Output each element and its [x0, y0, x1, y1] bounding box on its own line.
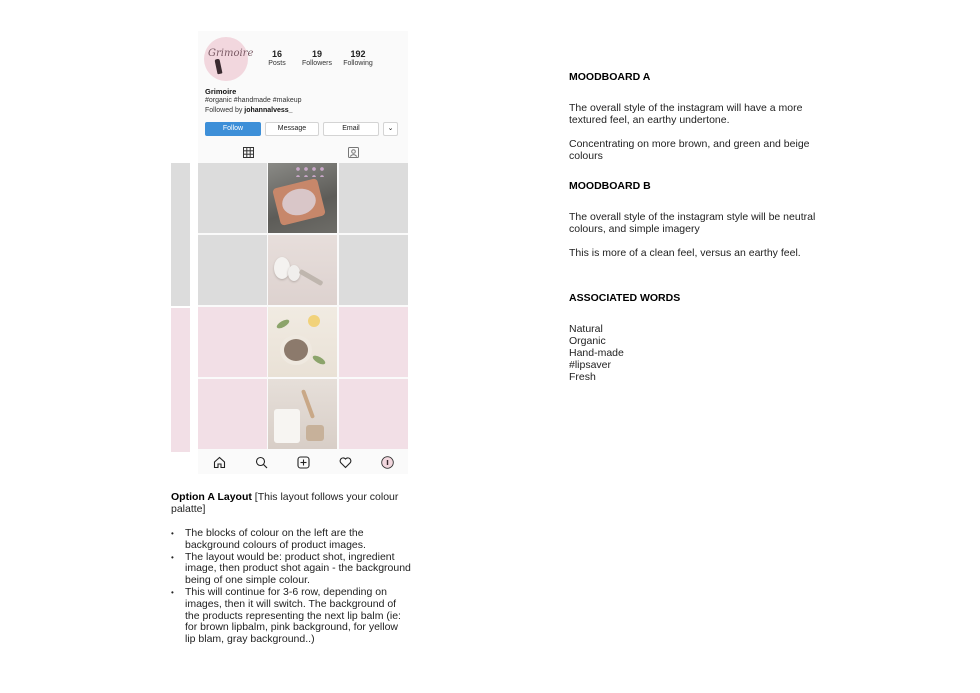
grid-tile-pink[interactable]: [198, 307, 267, 377]
following-stat[interactable]: [336, 49, 380, 67]
instagram-profile-mockup: [198, 31, 408, 474]
grid-tile-pink[interactable]: [198, 379, 267, 449]
profile-name: Grimoire: [205, 87, 237, 96]
following-count: 192: [350, 49, 366, 59]
tagged-icon[interactable]: [348, 147, 359, 158]
bullet-item: • This will continue for 3-6 row, depending on images, then it will switch. The background of the products representing the next lip balm (ie: for brown lipbalm, pink background, for yellow lip blam, gray background..): [171, 587, 411, 646]
followed-by-user[interactable]: johannalvess_: [244, 107, 293, 114]
colour-block-pink: [171, 308, 190, 452]
associated-words-heading: ASSOCIATED WORDS: [569, 292, 681, 304]
grid-photo-face-roller[interactable]: [268, 235, 337, 305]
colour-block-gray: [171, 163, 190, 306]
option-a-heading: [171, 491, 411, 515]
avatar-logo-text: Grimoire: [208, 48, 254, 59]
followers-label: Followers: [302, 60, 332, 67]
option-a-bullets: [171, 528, 411, 646]
bottom-nav: [198, 451, 408, 474]
followers-count: 19: [311, 49, 322, 59]
bullet-item: • The blocks of colour on the left are the background colours of product images.: [171, 528, 411, 552]
search-icon[interactable]: [255, 456, 268, 469]
profile-bio: #organic #handmade #makeup: [205, 97, 302, 104]
posts-count: 16: [271, 49, 282, 59]
lip-balm-icon: [214, 59, 222, 75]
moodboard-a-text-1: The overall style of the instagram will have a more textured feel, an earthy undertone.: [569, 102, 803, 126]
moodboard-b-text-2: This is more of a clean feel, versus an earthy feel.: [569, 247, 801, 259]
posts-stat[interactable]: [255, 49, 299, 67]
grid-tile-pink[interactable]: [339, 379, 408, 449]
message-button[interactable]: Message: [265, 122, 319, 136]
grid-photo-bath-products[interactable]: [268, 379, 337, 449]
moodboard-a-text-2: Concentrating on more brown, and green and beige colours: [569, 138, 810, 162]
associated-word: Natural: [569, 323, 603, 335]
bullet-item: • The layout would be: product shot, ingredient image, then product shot again - the background being of one simple colour.: [171, 552, 411, 587]
moodboard-b-heading: MOODBOARD B: [569, 180, 651, 192]
associated-word: #lipsaver: [569, 359, 612, 371]
grid-tile-pink[interactable]: [339, 307, 408, 377]
associated-word: Fresh: [569, 371, 596, 383]
follow-button[interactable]: Follow: [205, 122, 261, 136]
moodboard-a-heading: MOODBOARD A: [569, 71, 651, 83]
followed-by: [205, 107, 293, 114]
home-icon[interactable]: [213, 456, 226, 469]
grid-icon[interactable]: [243, 147, 254, 158]
add-post-icon[interactable]: [297, 456, 310, 469]
profile-avatar[interactable]: [204, 37, 254, 81]
grid-photo-salt-bowl[interactable]: [268, 163, 337, 233]
more-options-button[interactable]: ⌄: [383, 122, 398, 136]
following-label: Following: [343, 60, 373, 67]
grid-tile-gray[interactable]: [198, 235, 267, 305]
associated-word: Hand-made: [569, 347, 624, 359]
option-a-title: Option A Layout: [171, 491, 252, 503]
grid-photo-ingredients[interactable]: [268, 307, 337, 377]
associated-word: Organic: [569, 335, 606, 347]
post-grid: [198, 163, 408, 451]
grid-tile-gray[interactable]: [339, 163, 408, 233]
option-a-subtitle: [This layout follows your colour palatte]: [171, 491, 399, 515]
email-button[interactable]: Email: [323, 122, 379, 136]
heart-icon[interactable]: [339, 456, 352, 469]
followers-stat[interactable]: [295, 49, 339, 67]
followed-by-prefix: Followed by: [205, 107, 245, 114]
profile-avatar-icon[interactable]: [381, 456, 394, 469]
grid-tile-gray[interactable]: [339, 235, 408, 305]
grid-tile-gray[interactable]: [198, 163, 267, 233]
moodboard-b-text-1: The overall style of the instagram style will be neutral colours, and simple imagery: [569, 211, 816, 235]
posts-label: Posts: [268, 60, 286, 67]
